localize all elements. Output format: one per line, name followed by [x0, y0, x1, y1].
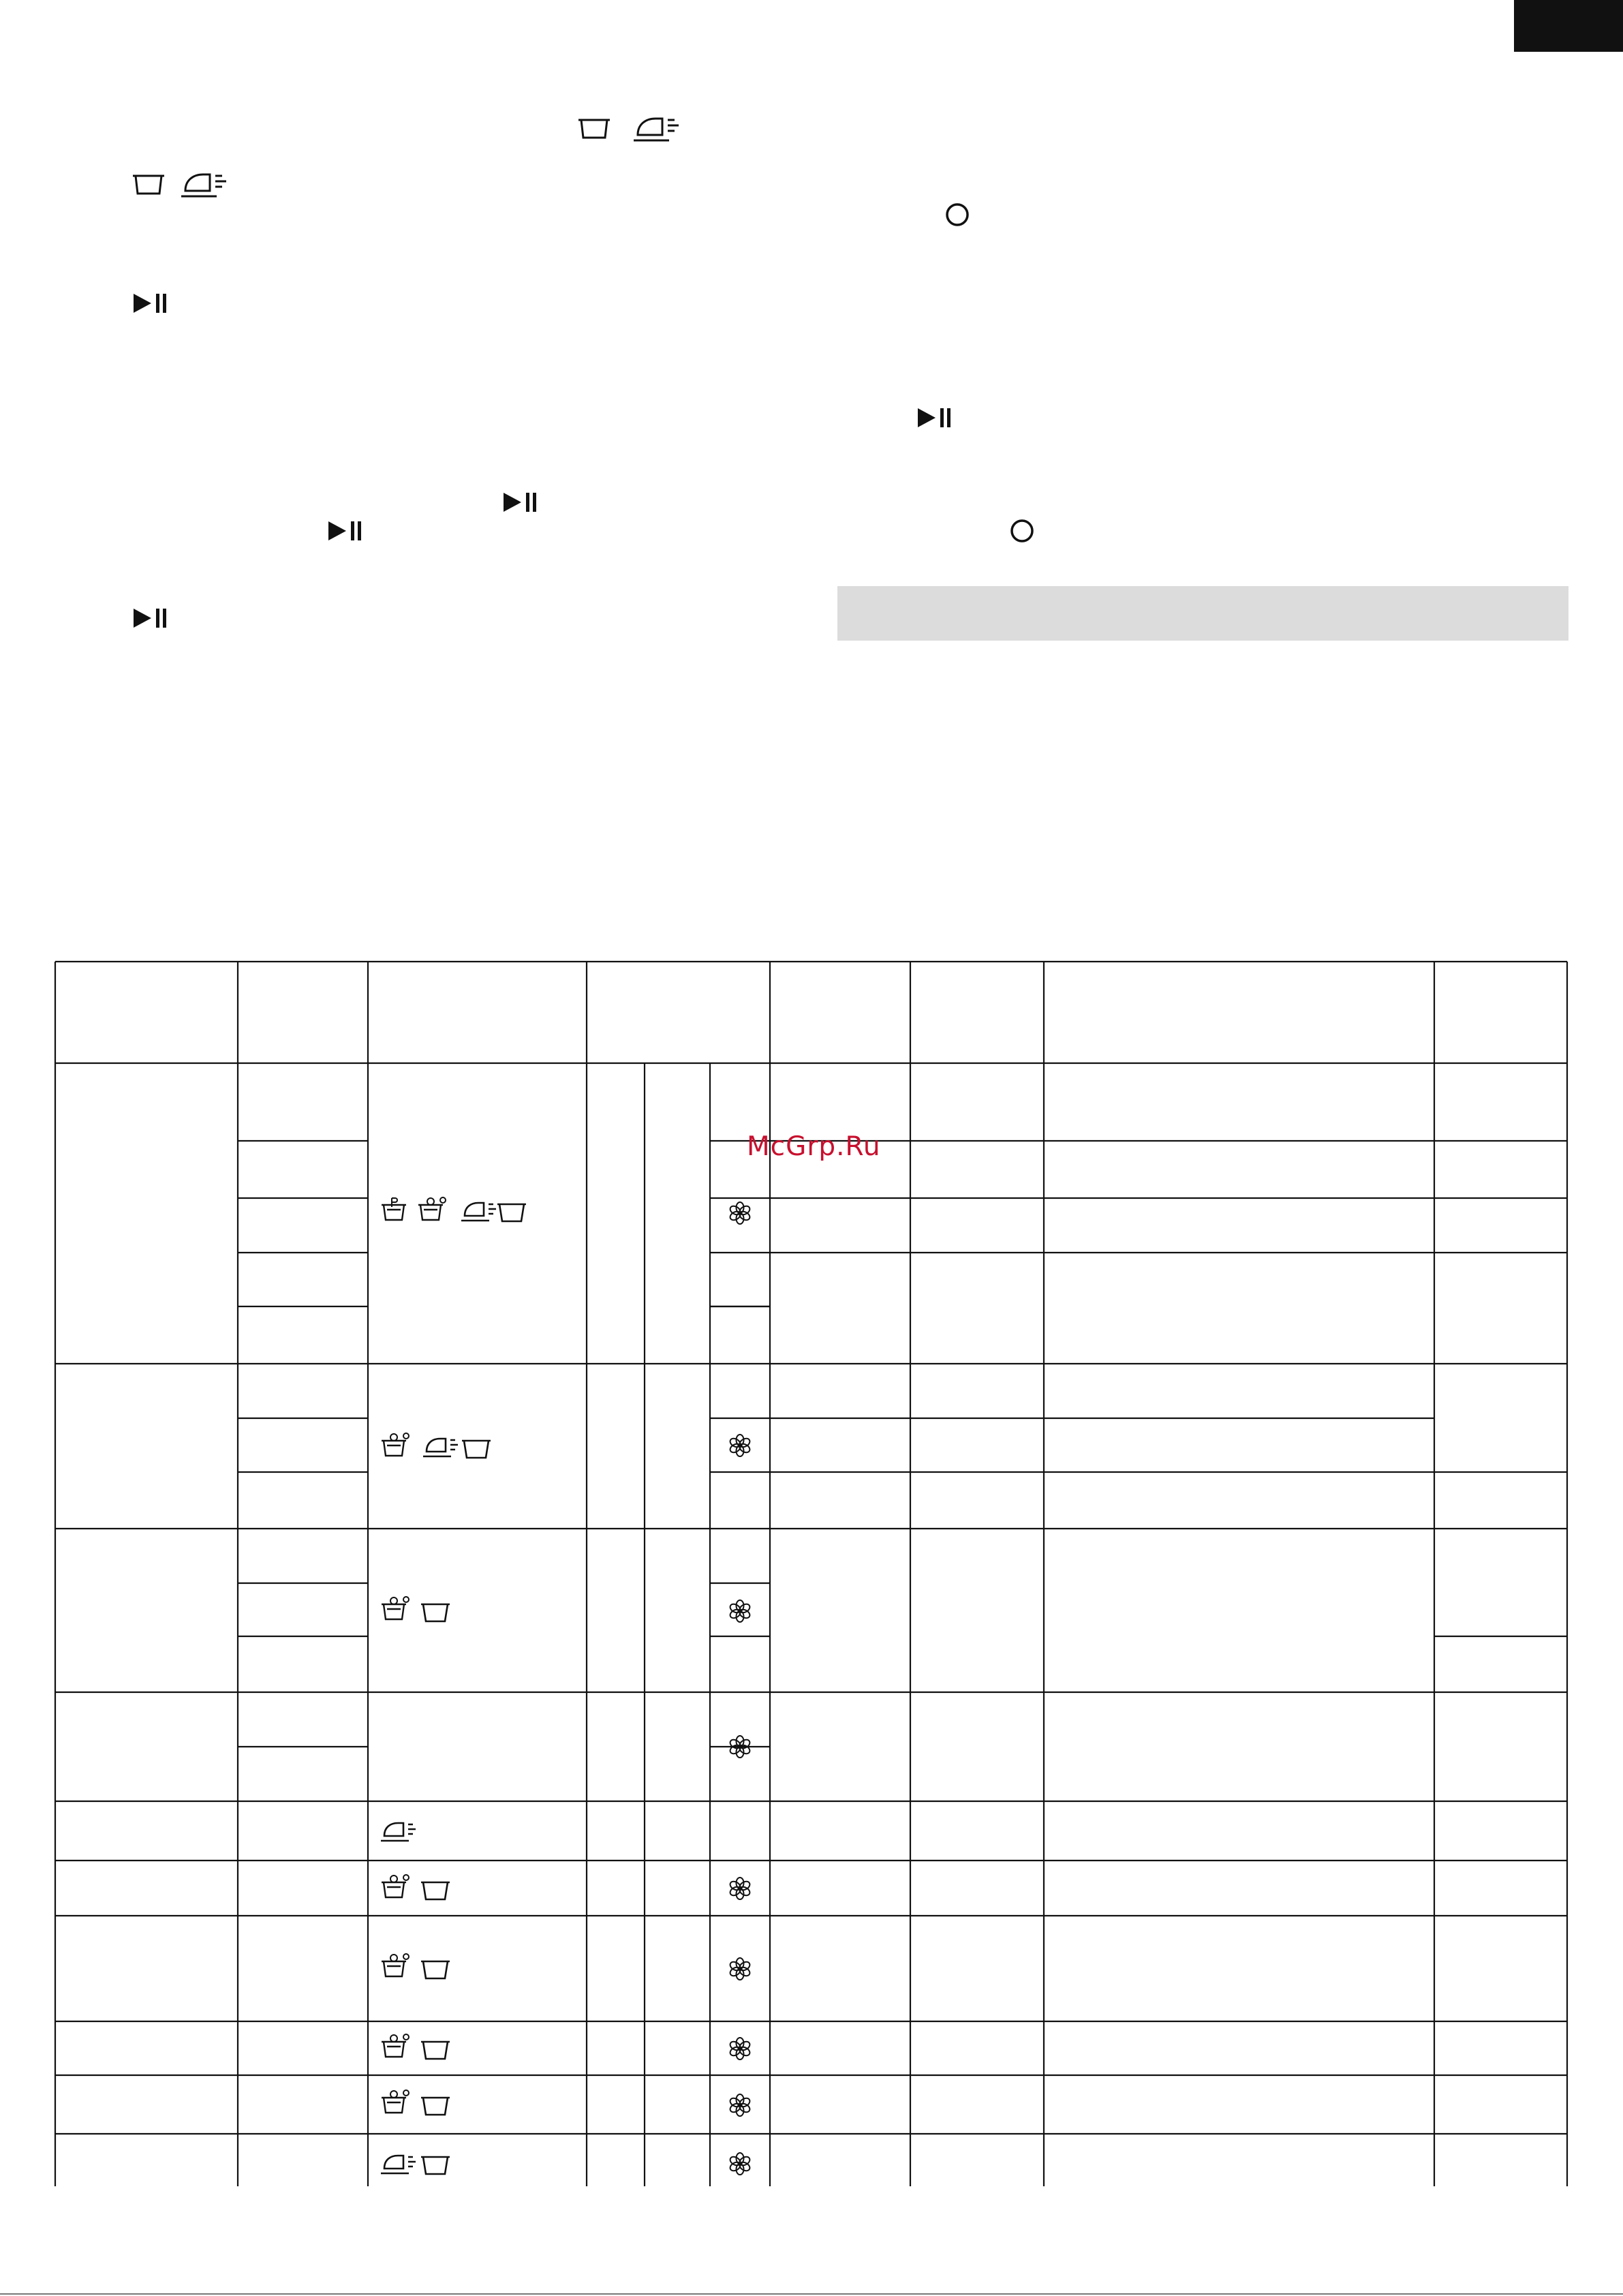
stain-tub-icon [382, 1954, 409, 1976]
flower-spin-icon [728, 2038, 751, 2060]
stain-tub-icon [382, 1875, 409, 1897]
wash-tub-icon [462, 1441, 491, 1458]
flower-spin-icon [728, 2153, 751, 2175]
stain-tub-icon [382, 1433, 409, 1456]
steam-iron-icon [381, 1823, 416, 1841]
wash-tub-icon [421, 2157, 450, 2174]
wash-tub-icon [421, 2098, 450, 2115]
flower-spin-icon [728, 2094, 751, 2116]
stain-tub-icon [382, 2034, 409, 2057]
flower-spin-icon [728, 1736, 751, 1758]
steam-iron-icon [381, 2156, 416, 2173]
watermark-text: McGrp.Ru [747, 1131, 881, 1162]
flower-spin-icon [728, 1600, 751, 1622]
stain-tub-icon [418, 1197, 446, 1220]
steam-iron-icon [461, 1203, 496, 1221]
stain-tub-icon [382, 1597, 409, 1619]
flower-spin-icon [728, 1202, 751, 1224]
steam-iron-icon [423, 1439, 458, 1456]
wash-tub-icon [421, 2042, 450, 2059]
prewash-tub-icon [382, 1198, 406, 1220]
wash-tub-icon [421, 1882, 450, 1899]
flower-spin-icon [728, 1958, 751, 1980]
flower-spin-icon [728, 1435, 751, 1456]
wash-tub-icon [421, 1961, 450, 1978]
stain-tub-icon [382, 2090, 409, 2113]
page-bottom-rule [0, 2293, 1623, 2295]
flower-spin-icon [728, 1878, 751, 1899]
wash-tub-icon [497, 1204, 526, 1221]
wash-tub-icon [421, 1604, 450, 1621]
